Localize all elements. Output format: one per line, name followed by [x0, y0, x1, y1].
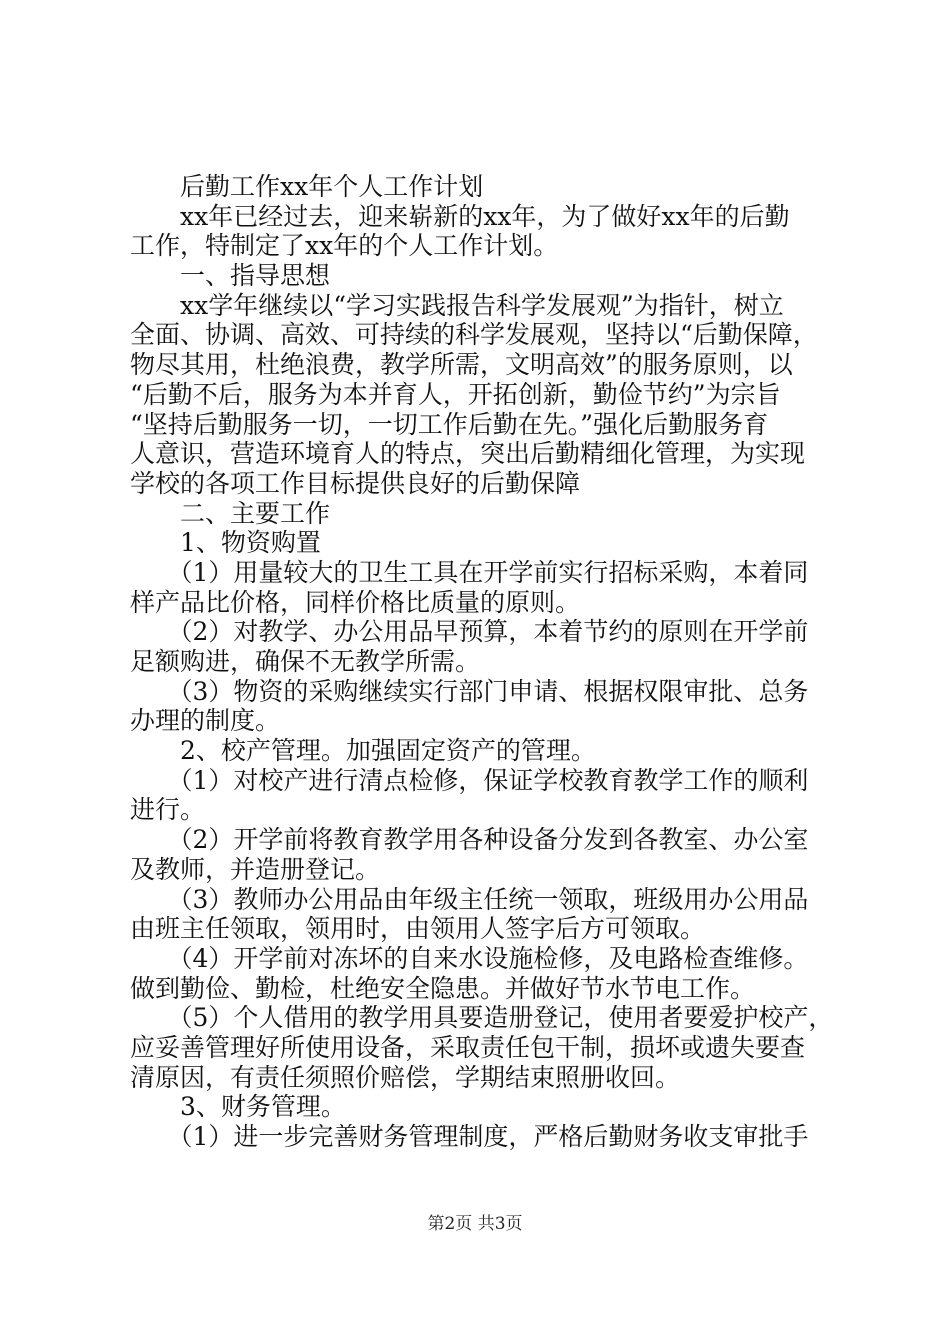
text-line: 进行。: [130, 795, 206, 825]
document-body: [130, 172, 834, 1152]
text-line: 3、财务管理。: [130, 1092, 346, 1122]
text-line: （1）对校产进行清点检修，保证学校教育教学工作的顺利: [130, 765, 809, 795]
text-line: 样产品比价格，同样价格比质量的原则。: [130, 587, 581, 617]
text-line: （3）教师办公用品由年级主任统一领取，班级用办公用品: [130, 884, 809, 914]
text-line: “坚持后勤服务一切，一切工作后勤在先。”强化后勤服务育: [130, 409, 769, 439]
page-footer: 第2页 共3页: [427, 1214, 523, 1234]
text-line: 1、物资购置: [130, 528, 321, 558]
text-line: “后勤不后，服务为本并育人，开拓创新，勤俭节约”为宗旨: [130, 379, 781, 409]
text-line: （2）对教学、办公用品早预算，本着节约的原则在开学前: [130, 617, 809, 647]
text-line: xx年已经过去，迎来崭新的xx年，为了做好xx年的后勤: [130, 201, 790, 231]
text-line: 由班主任领取，领用时，由领用人签字后方可领取。: [130, 914, 706, 944]
text-line: 2、校产管理。加强固定资产的管理。: [130, 736, 596, 766]
text-line: （3）物资的采购继续实行部门申请、根据权限审批、总务: [130, 676, 809, 706]
text-line: 及教师，并造册登记。: [130, 854, 381, 884]
text-line: 物尽其用，杜绝浪费，教学所需，文明高效”的服务原则，以: [130, 350, 793, 380]
text-line: 工作，特制定了xx年的个人工作计划。: [130, 231, 559, 261]
text-line: （5）个人借用的教学用具要造册登记，使用者要爱护校产，: [130, 1003, 834, 1033]
text-line: 人意识，营造环境育人的特点，突出后勤精细化管理，为实现: [130, 439, 806, 469]
text-line: 做到勤俭、勤检，杜绝安全隐患。并做好节水节电工作。: [130, 973, 756, 1003]
text-line: 后勤工作xx年个人工作计划: [130, 172, 484, 201]
text-line: 应妥善管理好所使用设备，采取责任包干制，损坏或遗失要查: [130, 1032, 806, 1062]
text-line: （4）开学前对冻坏的自来水设施检修，及电路检查维修。: [130, 943, 809, 973]
text-line: 足额购进，确保不无教学所需。: [130, 647, 481, 676]
text-line: （1）进一步完善财务管理制度，严格后勤财务收支审批手: [130, 1122, 809, 1151]
text-line: 全面、协调、高效、可持续的科学发展观，坚持以“后勤保障，: [130, 320, 818, 350]
text-line: 清原因，有责任须照价赔偿，学期结束照册收回。: [130, 1062, 681, 1092]
text-line: 学校的各项工作目标提供良好的后勤保障: [130, 468, 581, 498]
text-line: 办理的制度。: [130, 706, 281, 736]
text-line: 二、主要工作: [130, 498, 331, 528]
text-line: （1）用量较大的卫生工具在开学前实行招标采购，本着同: [130, 557, 809, 587]
text-line: 一、指导思想: [130, 261, 331, 291]
text-line: （2）开学前将教育教学用各种设备分发到各教室、办公室: [130, 825, 809, 855]
text-line: xx学年继续以“学习实践报告科学发展观”为指针，树立: [130, 290, 784, 320]
